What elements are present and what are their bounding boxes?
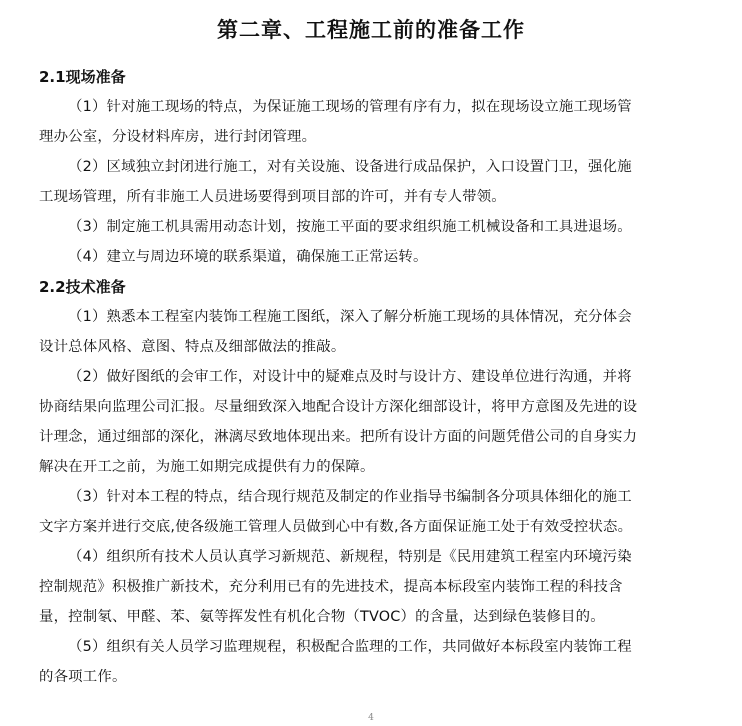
paragraph-line: 协商结果向监理公司汇报。尽量细致深入地配合设计方深化细部设计，将甲方意图及先进的设 [39,399,638,415]
paragraph-line: （3）针对本工程的特点，结合现行规范及制定的作业指导书编制各分项具体细化的施工 [68,489,632,505]
paragraph-line: 文字方案并进行交底,使各级施工管理人员做到心中有数,各方面保证施工处于有效受控状态。 [39,519,633,535]
section-heading-2-2: 2.2技术准备 [39,278,126,296]
paragraph-2-2-1 [39,302,699,362]
paragraph-2-2-4 [39,542,699,632]
paragraph-line: （2）区域独立封闭进行施工，对有关设施、设备进行成品保护，入口设置门卫，强化施 [68,159,632,175]
paragraph-line: 控制规范》积极推广新技术，充分利用已有的先进技术，提高本标段室内装饰工程的科技含 [39,579,623,595]
paragraph-line: （5）组织有关人员学习监理规程，积极配合监理的工作，共同做好本标段室内装饰工程 [68,639,632,655]
document-body [39,62,699,692]
chapter-title: 第二章、工程施工前的准备工作 [217,17,525,42]
paragraph-line: 设计总体风格、意图、特点及细部做法的推敲。 [39,339,346,355]
paragraph-line: （4）建立与周边环境的联系渠道，确保施工正常运转。 [68,249,428,265]
paragraph-line: 计理念，通过细部的深化，淋漓尽致地体现出来。把所有设计方面的问题凭借公司的自身实力 [39,429,638,445]
paragraph-line: 工现场管理，所有非施工人员进场要得到项目部的许可，并有专人带领。 [39,189,506,205]
paragraph-2-2-5 [39,632,699,692]
paragraph-line: 的各项工作。 [39,669,127,685]
paragraph-line: （1）熟悉本工程室内装饰工程施工图纸，深入了解分析施工现场的具体情况，充分体会 [68,309,632,325]
paragraph-line: （4）组织所有技术人员认真学习新规范、新规程，特别是《民用建筑工程室内环境污染 [68,549,632,565]
paragraph-2-2-3 [39,482,699,542]
paragraph-2-1-2 [39,152,699,212]
paragraph-line: 理办公室，分设材料库房，进行封闭管理。 [39,129,317,145]
paragraph-line: （1）针对施工现场的特点，为保证施工现场的管理有序有力，拟在现场设立施工现场管 [68,99,632,115]
paragraph-line: 量，控制氡、甲醛、苯、氨等挥发性有机化合物（TVOC）的含量，达到绿色装修目的。 [39,609,605,625]
paragraph-2-1-3 [39,212,699,242]
paragraph-line: 解决在开工之前，为施工如期完成提供有力的保障。 [39,459,375,475]
paragraph-2-1-4 [39,242,699,272]
paragraph-2-1-1 [39,92,699,152]
paragraph-line: （3）制定施工机具需用动态计划，按施工平面的要求组织施工机械设备和工具进退场。 [68,219,632,235]
paragraph-2-2-2 [39,362,699,482]
page-number: 4 [368,713,374,723]
section-heading-2-1: 2.1现场准备 [39,68,126,86]
paragraph-line: （2）做好图纸的会审工作，对设计中的疑难点及时与设计方、建设单位进行沟通，并将 [68,369,632,385]
